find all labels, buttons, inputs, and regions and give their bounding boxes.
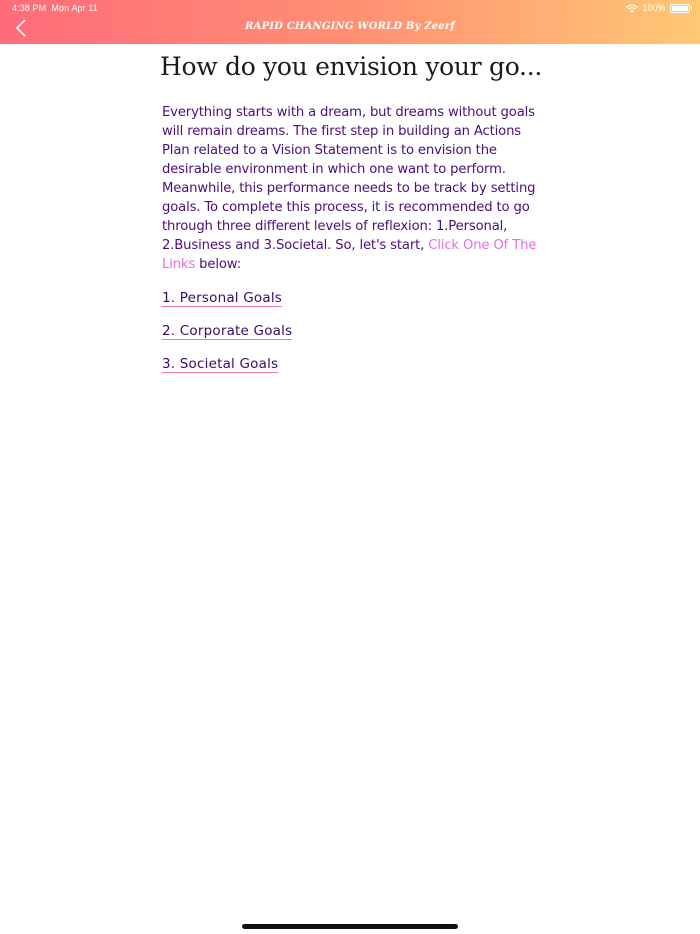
body-paragraph xyxy=(162,103,542,274)
status-bar-right xyxy=(626,3,692,13)
societal-goals-link[interactable]: 3. Societal Goals xyxy=(162,356,279,372)
nav-title: RAPID CHANGING WORLD By Zeerf xyxy=(245,21,455,32)
navigation-bar xyxy=(0,0,700,44)
status-time: 4:38 PM xyxy=(12,3,47,13)
home-indicator[interactable] xyxy=(242,924,458,929)
body-text: Everything starts with a dream, but dreams without goals will remain dreams. The first step in building an Actions Plan related to a Vision Statement is to envision the desirable environment in which one want to perform. Meanwhile, this performance needs to be track by setting goals. To complete this process, it is recommended to go through three different levels of reflexion: 1.Personal, 2.Business and 3.Societal. So, let's start, xyxy=(162,105,536,253)
battery-percent: 100% xyxy=(642,3,666,13)
corporate-goals-link[interactable]: 2. Corporate Goals xyxy=(162,323,293,339)
battery-icon xyxy=(670,4,690,13)
body-suffix: below: xyxy=(195,257,242,272)
status-bar-time xyxy=(12,3,98,13)
page-title: How do you envision your go... xyxy=(160,52,542,81)
wifi-icon xyxy=(626,4,638,13)
status-date: Mon Apr 11 xyxy=(51,3,98,13)
personal-goals-link[interactable]: 1. Personal Goals xyxy=(162,290,283,306)
click-links-link[interactable]: Click One Of The Links xyxy=(162,238,537,272)
battery-tip xyxy=(691,6,693,10)
